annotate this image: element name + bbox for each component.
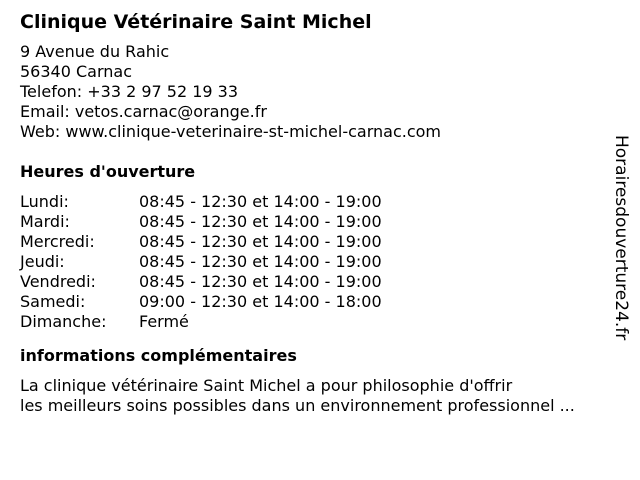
day-hours: 08:45 - 12:30 et 14:00 - 19:00 [139, 272, 382, 291]
day-hours: 08:45 - 12:30 et 14:00 - 19:00 [139, 232, 382, 251]
address-line-2: 56340 Carnac [20, 62, 132, 81]
hours-row-wednesday [20, 232, 620, 252]
hours-table [20, 192, 620, 332]
day-label: Vendredi: [20, 272, 96, 291]
info-heading: informations complémentaires [20, 346, 297, 365]
watermark-text: Horairesdouverture24.fr [611, 135, 631, 341]
hours-heading: Heures d'ouverture [20, 162, 196, 181]
web-line: Web: www.clinique-veterinaire-st-michel-carnac.com [20, 122, 441, 141]
hours-row-friday [20, 272, 620, 292]
day-label: Samedi: [20, 292, 86, 311]
day-label: Jeudi: [20, 252, 65, 271]
day-hours: 08:45 - 12:30 et 14:00 - 19:00 [139, 252, 382, 271]
day-hours: 08:45 - 12:30 et 14:00 - 19:00 [139, 192, 382, 211]
day-label: Lundi: [20, 192, 69, 211]
hours-row-thursday [20, 252, 620, 272]
clinic-card [20, 10, 620, 416]
hours-row-sunday [20, 312, 620, 332]
day-label: Dimanche: [20, 312, 107, 331]
phone-line: Telefon: +33 2 97 52 19 33 [20, 82, 239, 101]
clinic-name: Clinique Vétérinaire Saint Michel [20, 11, 372, 33]
info-description [20, 376, 620, 416]
address-line-1: 9 Avenue du Rahic [20, 42, 170, 61]
email-line: Email: vetos.carnac@orange.fr [20, 102, 267, 121]
contact-block [20, 42, 620, 142]
day-hours: 08:45 - 12:30 et 14:00 - 19:00 [139, 212, 382, 231]
hours-row-saturday [20, 292, 620, 312]
info-line-1: La clinique vétérinaire Saint Michel a pour philosophie d'offrir [20, 376, 513, 395]
hours-row-tuesday [20, 212, 620, 232]
hours-row-monday [20, 192, 620, 212]
day-hours: 09:00 - 12:30 et 14:00 - 18:00 [139, 292, 382, 311]
day-label: Mercredi: [20, 232, 95, 251]
day-label: Mardi: [20, 212, 70, 231]
day-hours: Fermé [139, 312, 189, 331]
info-line-2: les meilleurs soins possibles dans un environnement professionnel ... [20, 396, 575, 415]
